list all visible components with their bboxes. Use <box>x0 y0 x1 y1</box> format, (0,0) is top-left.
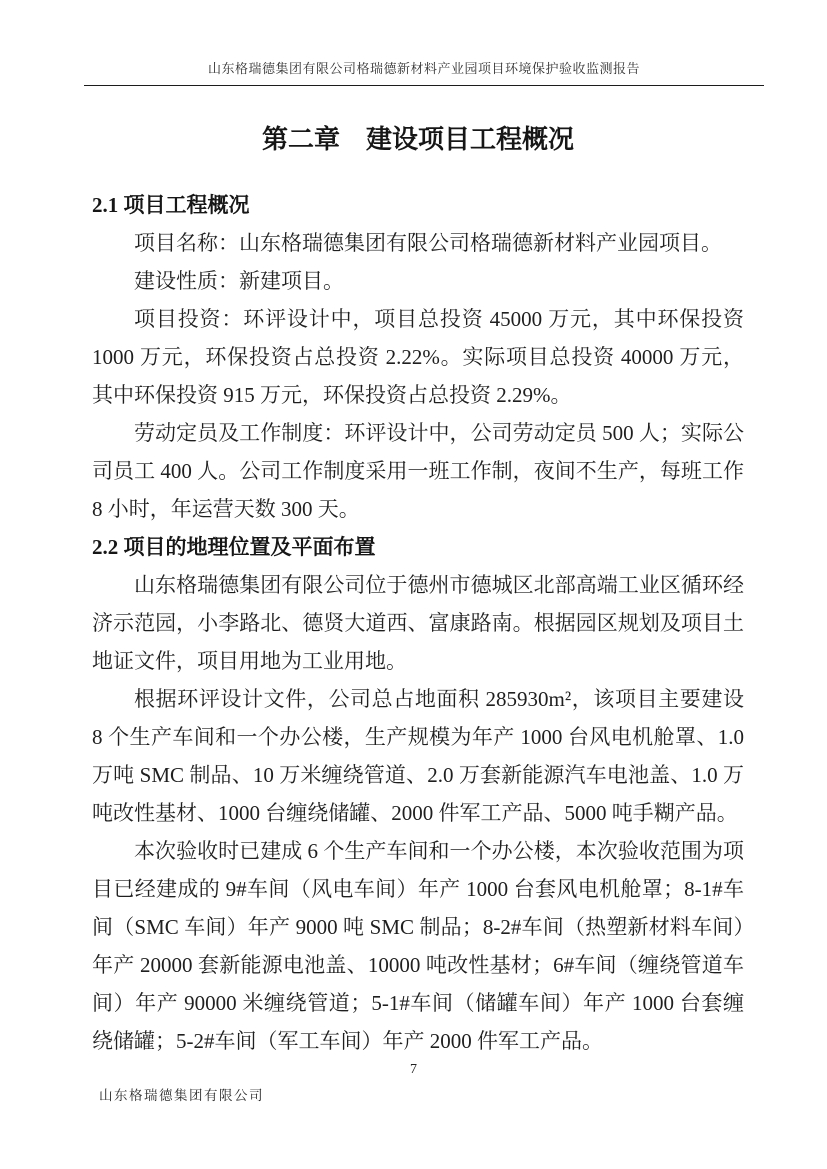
page-header <box>84 60 764 86</box>
chapter-title: 第二章 建设项目工程概况 <box>261 125 574 154</box>
paragraph-project-investment: 项目投资：环评设计中，项目总投资 45000 万元，其中环保投资 1000 万元，环保投资占总投资 2.22%。实际项目总投资 40000 万元，其中环保投资 915 万元，环保投资占总投资 2.29%。 <box>92 307 744 407</box>
page-number: 7 <box>410 1062 417 1077</box>
footer-company: 山东格瑞德集团有限公司 <box>99 1088 264 1103</box>
running-header-text: 山东格瑞德集团有限公司格瑞德新材料产业园项目环境保护验收监测报告 <box>84 60 764 86</box>
paragraph-location: 山东格瑞德集团有限公司位于德州市德城区北部高端工业区循环经济示范园，小李路北、德贤大道西、富康路南。根据园区规划及项目土地证文件，项目用地为工业用地。 <box>92 573 744 673</box>
paragraph-design-scale: 根据环评设计文件，公司总占地面积 285930m²，该项目主要建设 8 个生产车间和一个办公楼，生产规模为年产 1000 台风电机舱罩、1.0 万吨 SMC 制品、10 万米缠绕管道、2.0 万套新能源汽车电池盖、1.0 万吨改性基材、1000 台缠绕储罐、2000 件军工产品、5000 吨手糊产品。 <box>92 687 744 825</box>
paragraph-project-name: 项目名称：山东格瑞德集团有限公司格瑞德新材料产业园项目。 <box>134 231 722 255</box>
section-heading-2-1: 2.1 项目工程概况 <box>92 193 250 217</box>
paragraph-acceptance-scope: 本次验收时已建成 6 个生产车间和一个办公楼，本次验收范围为项目已经建成的 9#车间（风电车间）年产 1000 台套风电机舱罩；8-1#车间（SMC 车间）年产 9000 吨 SMC 制品；8-2#车间（热塑新材料车间）年产 20000 套新能源电池盖、10000 吨改性基材；6#车间（缠绕管道车间）年产 90000 米缠绕管道；5-1#车间（储罐车间）年产 1000 台套缠绕储罐；5-2#车间（军工车间）年产 2000 件军工产品。 <box>92 839 744 1053</box>
paragraph-construction-nature: 建设性质：新建项目。 <box>134 269 344 293</box>
document-body <box>92 112 744 1060</box>
paragraph-labor-schedule: 劳动定员及工作制度：环评设计中，公司劳动定员 500 人；实际公司员工 400 人。公司工作制度采用一班工作制，夜间不生产，每班工作 8 小时，年运营天数 300 天。 <box>92 421 744 521</box>
section-heading-2-2: 2.2 项目的地理位置及平面布置 <box>92 535 376 559</box>
